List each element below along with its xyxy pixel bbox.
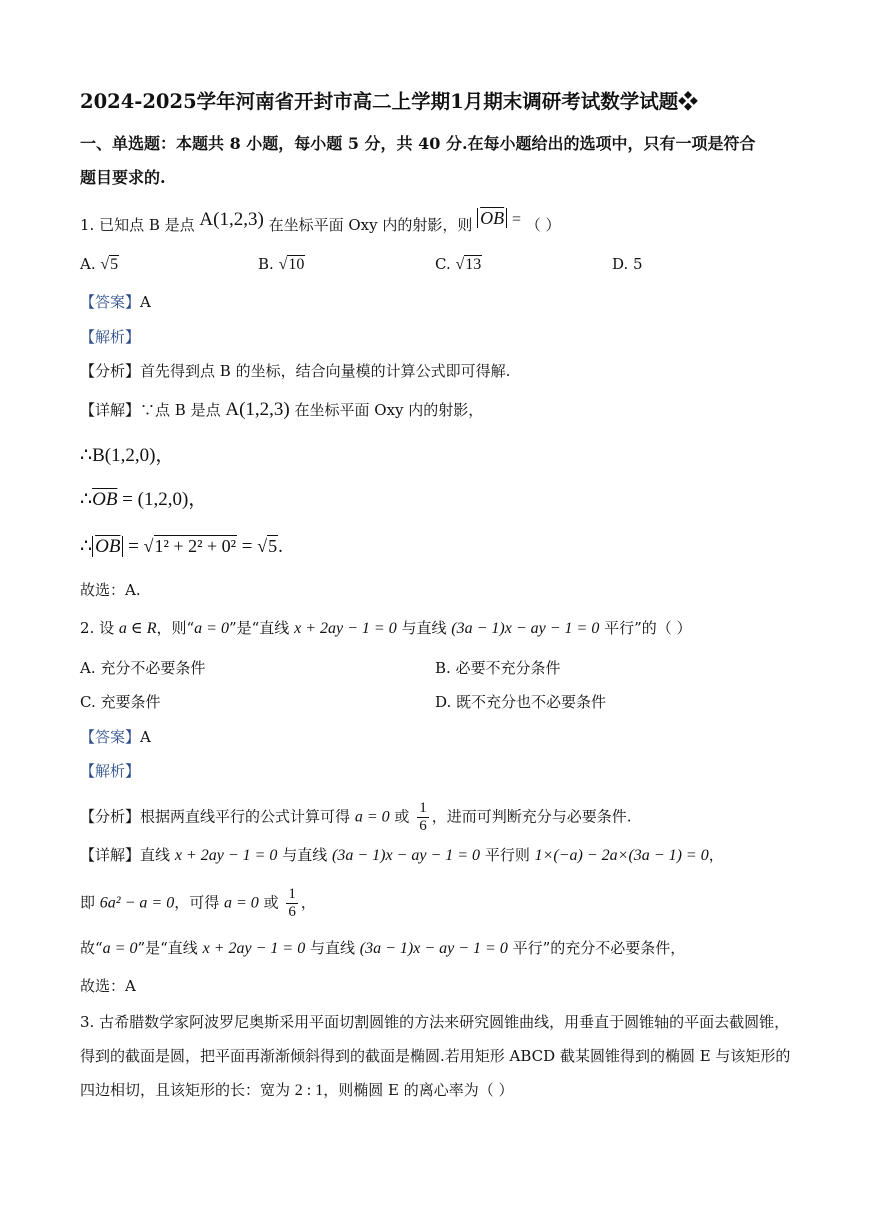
q2-fenxi: 【分析】根据两直线平行的公式计算可得 a = 0 或 $\frac{1}{6}$ ，进而可判断充分与必要条件.	[80, 800, 632, 834]
q2-detail-line1: 【详解】直线 x + 2ay − 1 = 0 与直线 (3a − 1)x − ay − 1 = 0 平行则 1×(−a) − 2a×(3a − 1) = 0，	[80, 846, 724, 864]
q2-detail-line2: 即 6a² − a = 0，可得 a = 0 或 $\frac{1}{6}$ ，	[80, 886, 316, 920]
q1-choose: 故选：A.	[80, 581, 141, 599]
q2-option-a: A. 充分不必要条件	[80, 659, 206, 677]
q2-detail-line3: 故“a = 0”是“直线 x + 2ay − 1 = 0 与直线 (3a − 1)x − ay − 1 = 0 平行”的充分不必要条件，	[80, 939, 686, 957]
q1-detail-line2: ∴B(1,2,0)，	[80, 445, 175, 466]
q2-fenxi-fraction: $\frac{1}{6}$	[419, 800, 427, 834]
q2-choose: 故选：A	[80, 977, 136, 995]
q3-stem-line1: 3. 古希腊数学家阿波罗尼奥斯采用平面切割圆锥的方法来研究圆锥曲线，用垂直于圆锥轴的平面去截圆锥，	[80, 1013, 790, 1031]
q1-answer: 【答案】A	[80, 293, 151, 311]
q2-option-d: D. 既不充分也不必要条件	[435, 693, 607, 711]
q1-detail-line3: $\therefore\overline{OB} = (1,2,0)$，	[80, 489, 208, 510]
q2-detail-fraction: $\frac{1}{6}$	[288, 886, 296, 920]
page-title: 2024-2025学年河南省开封市高二上学期1月期末调研考试数学试题❖	[80, 90, 698, 113]
q1-point: A(1,2,3)	[199, 209, 264, 230]
q1-option-c: C. √13	[435, 255, 482, 273]
q1-option-b: B. √10	[258, 255, 305, 273]
q2-option-b: B. 必要不充分条件	[435, 659, 561, 677]
q1-option-a: A. √5	[80, 255, 119, 273]
q2-option-c: C. 充要条件	[80, 693, 161, 711]
q1-analysis-label: 【解析】	[80, 328, 141, 346]
q1-stem: 1. 已知点 B 是点 A(1,2,3) 在坐标平面 Oxy 内的射影，则 $\overline{OB}$ = （ ）	[80, 208, 561, 234]
q3-stem-line2: 得到的截面是圆，把平面再渐渐倾斜得到的截面是椭圆.若用矩形 ABCD 截某圆锥得到的椭圆 E 与该矩形的	[80, 1047, 791, 1065]
q1-detail-line4: ∴ $\overline{OB} = √1^2 + 2^2 + 0^2 = √5$.	[80, 536, 283, 557]
q2-stem: 2. 设 a ∈ R，则“a = 0”是“直线 x + 2ay − 1 = 0 与直线 (3a − 1)x − ay − 1 = 0 平行”的（ ）	[80, 619, 692, 637]
section-header: 一、单选题：本题共 8 小题，每小题 5 分，共 40 分.在每小题给出的选项中，只有一项是符合	[80, 134, 756, 153]
q1-detail-line1: 【详解】∵点 B 是点 A(1,2,3) 在坐标平面 Oxy 内的射影，	[80, 399, 484, 420]
q1-option-d: D. 5	[612, 255, 643, 273]
q1-vec-abs: $\overline{OB}$	[477, 208, 507, 228]
q3-stem-line3: 四边相切，且该矩形的长：宽为 2 : 1，则椭圆 E 的离心率为（ ）	[80, 1081, 514, 1099]
q2-answer: 【答案】A	[80, 728, 151, 746]
q2-analysis-label: 【解析】	[80, 762, 141, 780]
section-header-cont: 题目要求的.	[80, 168, 166, 187]
q1-fenxi: 【分析】首先得到点 B 的坐标，结合向量模的计算公式即可得解.	[80, 362, 511, 380]
